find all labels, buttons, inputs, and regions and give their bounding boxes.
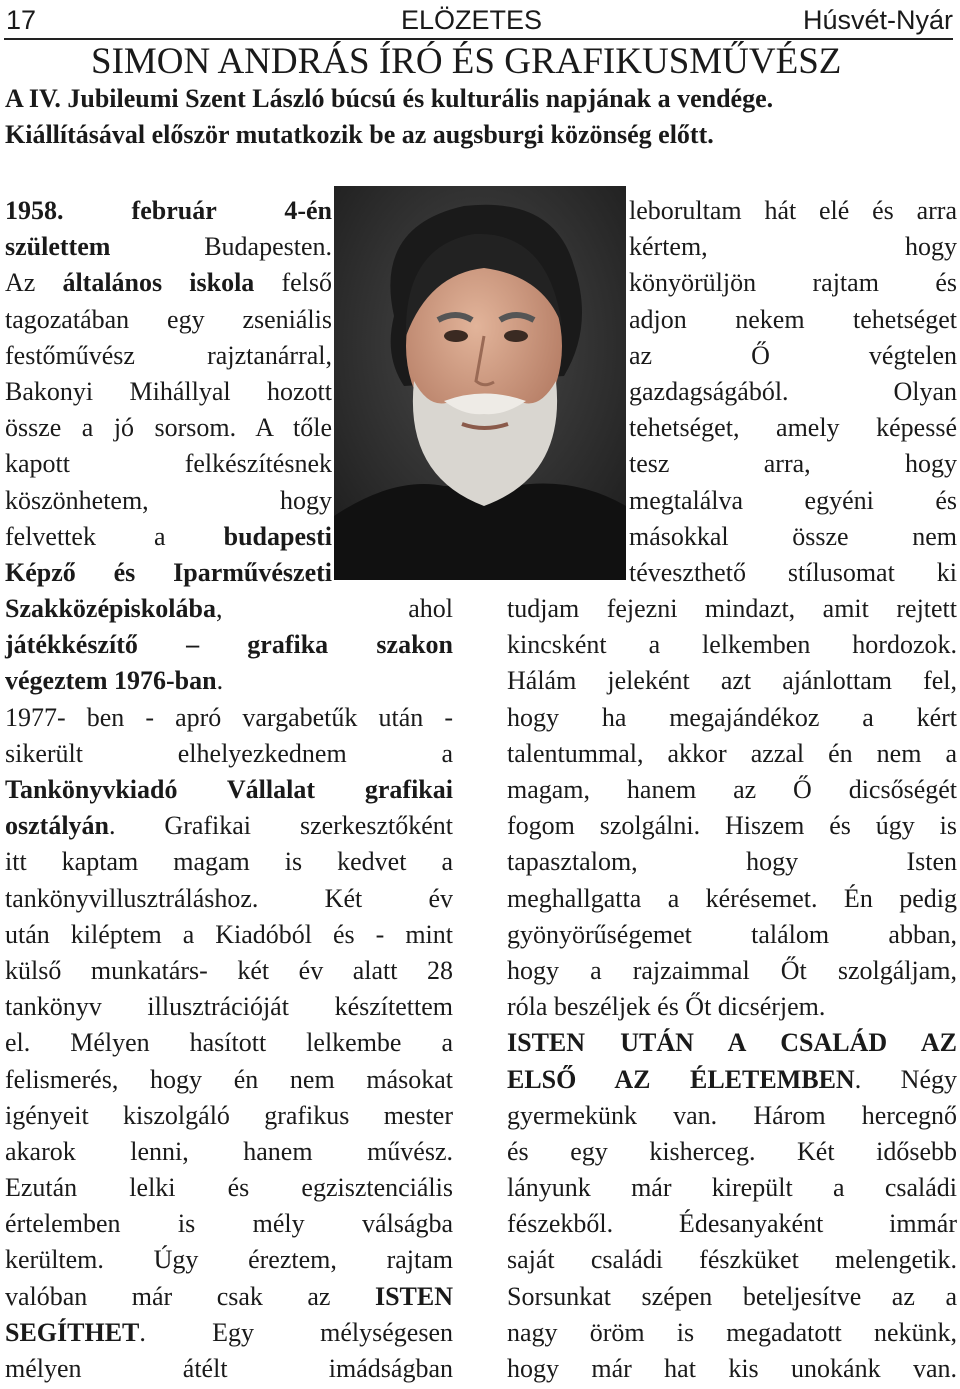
text-run: felvettek a — [5, 521, 224, 551]
text-run: általános iskola — [62, 268, 255, 298]
left-column-line — [5, 663, 453, 699]
text-run: 1958. február 4-én — [5, 196, 332, 225]
left-column-line — [5, 700, 453, 736]
text-run: osztályán — [5, 811, 109, 841]
right-column-line — [507, 591, 957, 627]
text-run: Képző és Iparművészeti — [5, 557, 332, 587]
right-column-line — [507, 808, 957, 844]
text-run: Szakközépiskolába — [5, 594, 216, 624]
right-column-line — [507, 953, 957, 989]
page-header — [4, 4, 953, 40]
text-run: külső munkatárs- két év alatt 28 — [5, 955, 453, 985]
text-run: tagozatában egy zseniális — [5, 304, 332, 334]
text-run: végeztem 1976-ban — [5, 666, 217, 696]
left-column-line — [5, 302, 332, 338]
text-run: születtem — [5, 232, 111, 262]
text-run: az Ő végtelen — [629, 340, 957, 370]
right-column-line — [507, 1025, 957, 1061]
text-run: össze a jó sorsom. A tőle — [5, 413, 332, 443]
text-run: gyermekünk van. Három hercegnő — [507, 1100, 957, 1130]
text-run: könyörüljön rajtam és — [629, 268, 957, 298]
right-column-line — [507, 1242, 957, 1278]
text-run: felismerés, hogy én nem másokat — [5, 1064, 453, 1094]
text-run: . Négy — [854, 1064, 957, 1094]
left-column-line — [5, 338, 332, 374]
text-run: adjon nekem tehetséget — [629, 304, 957, 334]
text-run: . Egy mélységesen — [139, 1317, 453, 1347]
text-run: ISTEN — [374, 1281, 453, 1311]
text-run: hogy már hat kis unokánk van. — [507, 1354, 957, 1383]
article-subtitle-line-1: A IV. Jubileumi Szent László búcsú és kulturális napjának a vendége. — [5, 84, 774, 113]
right-column-line — [507, 1062, 957, 1098]
right-column-line — [507, 844, 957, 880]
text-run: Tankönyvkiadó Vállalat grafikai — [5, 775, 453, 804]
text-run: fészekből. Édesanyaként immár — [507, 1209, 957, 1239]
text-run: leborultam hát elé és arra — [629, 196, 957, 225]
text-run: gazdagságából. Olyan — [629, 376, 957, 406]
text-run: itt kaptam magam is kedvet a — [5, 847, 453, 877]
right-column-line — [507, 881, 957, 917]
left-column-line — [5, 953, 453, 989]
left-column-line — [5, 917, 453, 953]
text-run: köszönhetem, hogy — [5, 485, 332, 515]
text-run: ELSŐ AZ ÉLETEMBEN — [507, 1064, 855, 1094]
text-run: nagy öröm is megadatott nekünk, — [507, 1317, 957, 1347]
left-column-line — [5, 519, 332, 555]
right-column-line — [507, 772, 957, 808]
text-run: fogom szolgálni. Hiszem és úgy is — [507, 811, 957, 841]
right-column-line — [507, 627, 957, 663]
text-run: gyönyörűségemet találom abban, — [507, 919, 957, 949]
left-column-line — [5, 446, 332, 482]
right-column-line — [507, 1170, 957, 1206]
left-column-line — [5, 1242, 453, 1278]
left-column-line — [5, 1279, 453, 1315]
left-column-line — [5, 627, 453, 663]
right-column-line — [507, 1351, 957, 1387]
left-column-line — [5, 265, 332, 301]
right-column-line — [507, 1206, 957, 1242]
right-column-line — [507, 1098, 957, 1134]
article-subtitle-line-2: Kiállításával először mutatkozik be az augsburgi közönség előtt. — [5, 120, 714, 149]
text-run: után kiléptem a Kiadóból és - mint — [5, 919, 453, 949]
right-column-line — [507, 989, 957, 1025]
right-column-line — [507, 700, 957, 736]
left-column-line — [5, 881, 453, 917]
text-run: valóban már csak az — [5, 1281, 375, 1311]
left-column-line — [5, 1351, 453, 1387]
left-column-line — [5, 1170, 453, 1206]
text-run: akarok lenni, hanem művész. — [5, 1136, 453, 1166]
left-column-line — [5, 1315, 453, 1351]
left-column-line — [5, 193, 332, 229]
text-run: sikerült elhelyezkednem a — [5, 738, 453, 768]
left-column-line — [5, 989, 453, 1025]
left-column-line — [5, 1206, 453, 1242]
text-run: másokkal össze nem — [629, 521, 957, 551]
text-run: igényeit kiszolgáló grafikus mester — [5, 1100, 453, 1130]
page-number: 17 — [6, 5, 37, 35]
text-run: Bakonyi Mihállyal hozott — [5, 376, 332, 406]
text-run: és egy kisherceg. Két idősebb — [507, 1136, 957, 1166]
text-run: Hálám jeleként azt ajánlottam fel, — [507, 666, 957, 696]
left-column-line — [5, 410, 332, 446]
right-column-line — [507, 917, 957, 953]
text-run: kincsként a lelkemben hordozok. — [507, 630, 957, 660]
left-column-line — [5, 483, 332, 519]
text-run: ISTEN UTÁN A CSALÁD AZ — [507, 1028, 957, 1058]
text-run: tapasztalom, hogy Isten — [507, 847, 957, 877]
text-run: . — [216, 666, 224, 696]
left-column-line — [5, 1062, 453, 1098]
text-run: tesz arra, hogy — [629, 449, 957, 479]
text-run: hogy a rajzaimmal Őt szolgáljam, — [507, 955, 957, 985]
left-column-line — [5, 844, 453, 880]
left-column-line — [5, 374, 332, 410]
right-column-line — [507, 1134, 957, 1170]
text-run: hogy ha megajándékoz a kért — [507, 702, 957, 732]
right-column-line — [507, 663, 957, 699]
left-column-line — [5, 591, 453, 627]
left-column-line — [5, 772, 453, 808]
text-run: játékkészítő – grafika szakon — [5, 630, 453, 660]
text-run: saját családi fészküket melengetik. — [507, 1245, 957, 1275]
text-run: . Grafikai szerkesztőként — [109, 811, 453, 841]
text-run: tudjam fejezni mindazt, amit rejtett — [507, 594, 957, 624]
text-run: 1977- ben - apró vargabetűk után - — [5, 702, 453, 732]
text-run: téveszthető stílusomat ki — [629, 557, 957, 587]
text-run: talentummal, akkor azzal én nem a — [507, 738, 957, 768]
right-column-line — [507, 1279, 957, 1315]
text-run: festőművész rajztanárral, — [5, 340, 332, 370]
right-column-line — [507, 1315, 957, 1351]
article-title: SIMON ANDRÁS ÍRÓ ÉS GRAFIKUSMŰVÉSZ — [91, 41, 842, 82]
text-run: , ahol — [215, 594, 453, 624]
text-run: értelemben is mély válságba — [5, 1209, 453, 1239]
left-column-line — [5, 808, 453, 844]
left-column-line — [5, 1134, 453, 1170]
text-run: magam, hanem az Ő dicsőségét — [507, 775, 957, 804]
text-run: meghallgatta a kérésemet. Én pedig — [507, 883, 957, 913]
portrait-illustration — [334, 186, 626, 580]
left-column-line — [5, 736, 453, 772]
text-run: tankönyvillusztráláshoz. Két év — [5, 883, 453, 913]
text-run: felső — [254, 268, 332, 298]
left-column-line — [5, 1025, 453, 1061]
text-run: Ezután lelki és egzisztenciális — [5, 1173, 453, 1203]
issue-name: Húsvét-Nyár — [802, 5, 953, 35]
text-run: lányunk már kirepült a családi — [507, 1173, 957, 1203]
text-run: tankönyv illusztrációját készítettem — [5, 992, 453, 1022]
author-portrait-photo — [334, 186, 626, 580]
text-run: Sorsunkat szépen beteljesítve az a — [507, 1281, 957, 1311]
text-run: kapott felkészítésnek — [5, 449, 332, 479]
text-run: kerültem. Úgy éreztem, rajtam — [5, 1245, 453, 1275]
text-run: el. Mélyen hasított lelkembe a — [5, 1028, 453, 1058]
text-run: budapesti — [223, 521, 332, 551]
left-column-line — [5, 555, 332, 591]
text-run: mélyen átélt imádságban — [5, 1354, 453, 1383]
text-run: róla beszéljek és Őt dicsérjem. — [507, 992, 826, 1022]
text-run: tehetséget, amely képessé — [629, 413, 957, 443]
text-run: megtalálva egyéni és — [629, 485, 957, 515]
right-column-line — [507, 736, 957, 772]
text-run: Budapesten. — [110, 232, 332, 262]
text-run: Az — [5, 268, 63, 298]
text-run: SEGÍTHET — [5, 1317, 140, 1347]
left-column-line — [5, 1098, 453, 1134]
text-run: kértem, hogy — [629, 232, 957, 262]
left-column-line — [5, 229, 332, 265]
section-name: ELÖZETES — [401, 5, 543, 35]
